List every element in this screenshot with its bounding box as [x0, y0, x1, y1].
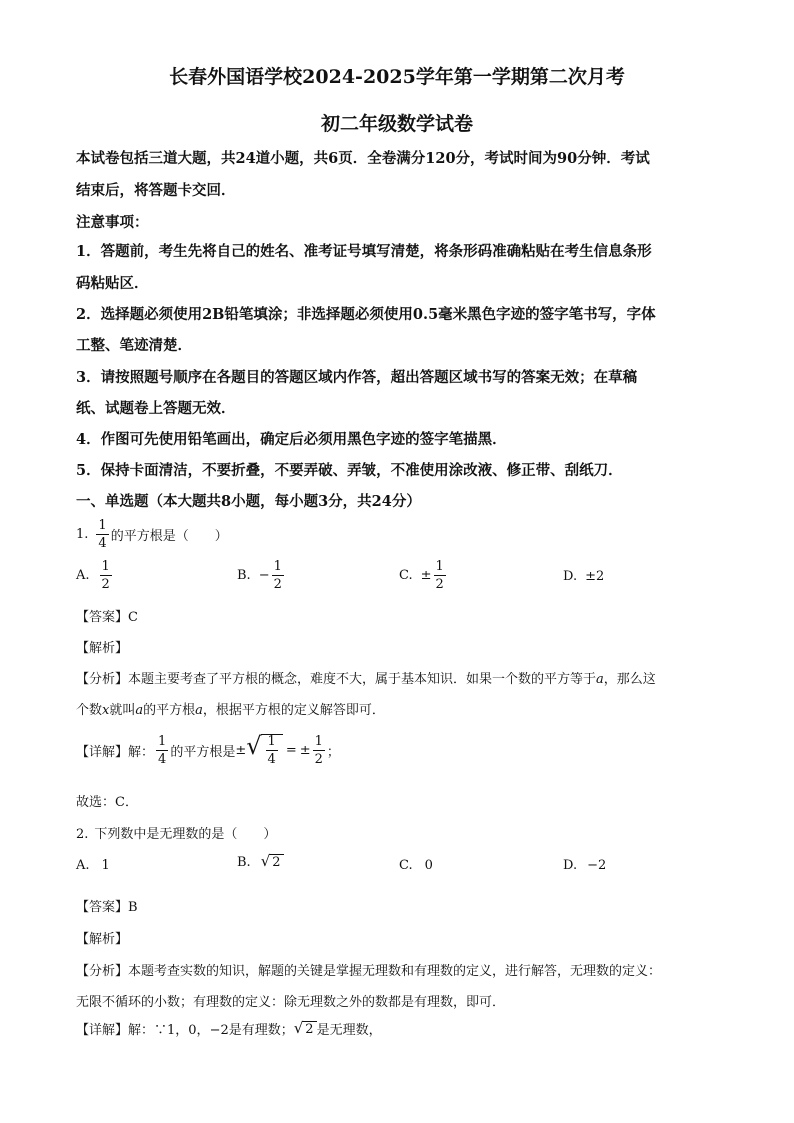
question-2-stem: 2. 下列数中是无理数的是（ ） [76, 827, 277, 842]
note-line: 5．保持卡面清洁，不要折叠，不要弄破、弄皱，不准使用涂改液、修正带、刮纸刀． [76, 462, 623, 479]
q2-option-a[interactable]: A. 1 [76, 858, 110, 873]
question-number: 1. [76, 527, 89, 542]
q2-analysis-tag: 【解析】 [76, 932, 129, 947]
sqrt-symbol: √ 2 [294, 1021, 317, 1037]
sqrt-symbol: √ $\frac{1}{4}$ [246, 734, 283, 766]
q1-option-a[interactable]: A. $\frac{1}{2}$ [76, 559, 110, 592]
note-line: 3．请按照题号顺序在各题目的答题区域内作答，超出答题区域书写的答案无效；在草稿 [76, 369, 638, 386]
q2-option-d[interactable]: D. −2 [563, 858, 607, 873]
q1-conclusion: 故选：C． [76, 795, 138, 810]
notes-heading: 注意事项： [76, 214, 149, 231]
note-line: 码粘贴区． [76, 275, 149, 292]
note-line: 工整、笔迹清楚． [76, 337, 192, 354]
question-1-stem: 1. $\frac{1}{4}$ 的平方根是（ ） [76, 518, 228, 551]
exam-subtitle: 初二年级数学试卷 [320, 113, 473, 135]
q2-analysis-line: 【分析】本题考查实数的知识，解题的关键是掌握无理数和有理数的定义，进行解答，无理数的定义： [76, 964, 662, 979]
q1-analysis-line: 【分析】本题主要考查了平方根的概念，难度不大，属于基本知识．如果一个数的平方等于a，那么这 [76, 672, 656, 687]
q1-option-b[interactable]: B. − $\frac{1}{2}$ [237, 559, 282, 592]
note-line: 4．作图可先使用铅笔画出，确定后必须用黑色字迹的签字笔描黑． [76, 431, 507, 448]
q1-analysis-line: 个数x就叫a的平方根a，根据平方根的定义解答即可． [76, 703, 385, 718]
q1-option-d[interactable]: D. ±2 [563, 569, 605, 584]
fraction-one-quarter: $\frac{1}{4}$ [98, 518, 107, 551]
section-heading: 一、单选题（本大题共8小题，每小题3分，共24分） [76, 493, 421, 510]
note-line: 1．答题前，考生先将自己的姓名、准考证号填写清楚，将条形码准确粘贴在考生信息条形 [76, 243, 652, 260]
q1-answer: 【答案】C [76, 610, 138, 625]
q1-option-c[interactable]: C. ± $\frac{1}{2}$ [399, 559, 444, 592]
q2-analysis-line: 无限不循环的小数；有理数的定义：除无理数之外的数都是有理数，即可． [76, 995, 506, 1010]
question-number: 2. [76, 827, 89, 842]
note-line: 纸、试题卷上答题无效． [76, 400, 236, 417]
sqrt-symbol: √ 2 [261, 854, 284, 870]
q1-analysis-tag: 【解析】 [76, 641, 129, 656]
note-line: 2．选择题必须使用2B铅笔填涂；非选择题必须使用0.5毫米黑色字迹的签字笔书写，字体 [76, 306, 656, 323]
q2-option-c[interactable]: C. 0 [399, 858, 433, 873]
q1-detail: 【详解】 解： $\frac{1}{4}$ 的平方根是 ± √ $\frac{1}{4}$ = ± $\frac{1}{2}$ ； [76, 732, 340, 767]
exam-title: 长春外国语学校2024-2025学年第一学期第二次月考 [169, 66, 625, 88]
q2-answer: 【答案】B [76, 900, 138, 915]
q2-detail: 【详解】 解：∵1，0， −2是有理数； √ 2 是无理数， [76, 1018, 382, 1038]
q2-option-b[interactable]: B. √ 2 [237, 854, 284, 870]
intro-line: 结束后，将答题卡交回． [76, 182, 236, 199]
intro-line: 本试卷包括三道大题，共24道小题，共6页．全卷满分120分，考试时间为90分钟．考试 [76, 150, 650, 167]
